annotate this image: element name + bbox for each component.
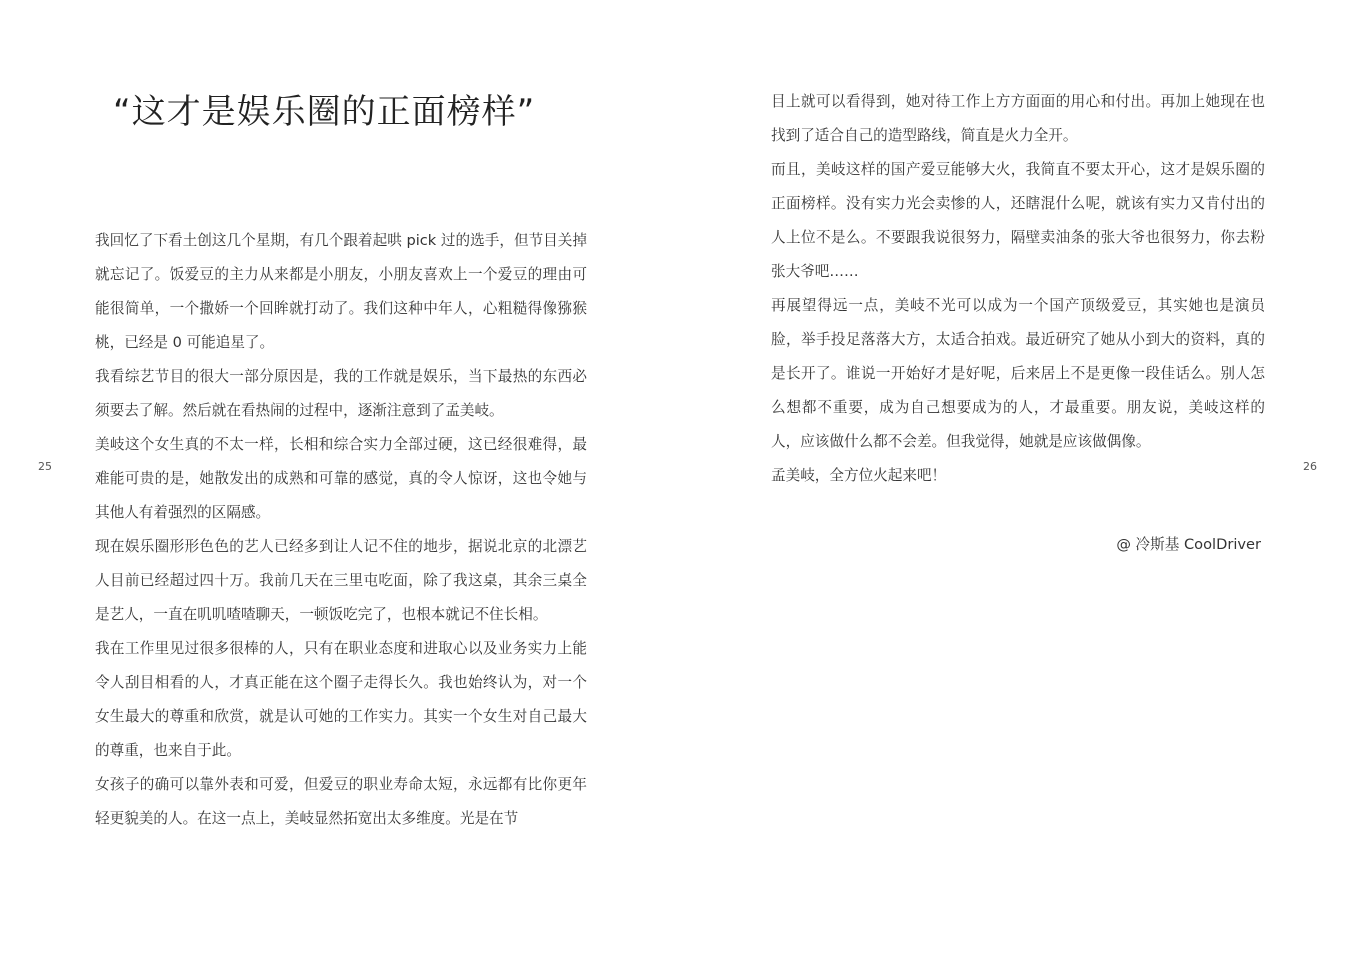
article-title: “这才是娱乐圈的正面榜样” xyxy=(113,92,536,132)
paragraph: 而且，美岐这样的国产爱豆能够大火，我简直不要太开心，这才是娱乐圈的正面榜样。没有实力光会卖惨的人，还瞎混什么呢，就该有实力又肯付出的人上位不是么。不要跟我说很努力，隔壁卖油条的张大爷也很努力，你去粉张大爷吧…… xyxy=(771,161,1265,280)
paragraph: 现在娱乐圈形形色色的艺人已经多到让人记不住的地步，据说北京的北漂艺人目前已经超过四十万。我前几天在三里屯吃面，除了我这桌，其余三桌全是艺人，一直在叽叽喳喳聊天，一顿饭吃完了，也根本就记不住长相。 xyxy=(95,538,587,623)
paragraph: 再展望得远一点，美岐不光可以成为一个国产顶级爱豆，其实她也是演员脸，举手投足落落大方，太适合拍戏。最近研究了她从小到大的资料，真的是长开了。谁说一开始好才是好呢，后来居上不是更像一段佳话么。别人怎么想都不重要，成为自己想要成为的人，才最重要。朋友说，美岐这样的人，应该做什么都不会差。但我觉得，她就是应该做偶像。 xyxy=(771,297,1265,450)
right-page xyxy=(677,0,1354,956)
left-body-text xyxy=(95,224,587,836)
paragraph: 孟美岐，全方位火起来吧！ xyxy=(771,467,947,484)
paragraph: 我回忆了下看土创这几个星期，有几个跟着起哄 pick 过的选手，但节目关掉就忘记了。饭爱豆的主力从来都是小朋友，小朋友喜欢上一个爱豆的理由可能很简单，一个撒娇一个回眸就打动了。我们这种中年人，心粗糙得像猕猴桃，已经是 0 可能追星了。 xyxy=(95,232,587,351)
author-signature: @ 冷斯基 CoolDriver xyxy=(1116,536,1261,553)
page-number-left: 25 xyxy=(38,460,52,473)
paragraph: 我在工作里见过很多很棒的人，只有在职业态度和进取心以及业务实力上能令人刮目相看的人，才真正能在这个圈子走得长久。我也始终认为，对一个女生最大的尊重和欣赏，就是认可她的工作实力。其实一个女生对自己最大的尊重，也来自于此。 xyxy=(95,640,587,759)
paragraph: 我看综艺节目的很大一部分原因是，我的工作就是娱乐，当下最热的东西必须要去了解。然后就在看热闹的过程中，逐渐注意到了孟美岐。 xyxy=(95,368,587,419)
paragraph: 目上就可以看得到，她对待工作上方方面面的用心和付出。再加上她现在也找到了适合自己的造型路线，简直是火力全开。 xyxy=(771,93,1265,144)
paragraph: 女孩子的确可以靠外表和可爱，但爱豆的职业寿命太短，永远都有比你更年轻更貌美的人。在这一点上，美岐显然拓宽出太多维度。光是在节 xyxy=(95,776,587,827)
right-body-text xyxy=(771,85,1265,493)
page-number-right: 26 xyxy=(1303,460,1317,473)
paragraph: 美岐这个女生真的不太一样，长相和综合实力全部过硬，这已经很难得，最难能可贵的是，她散发出的成熟和可靠的感觉，真的令人惊讶，这也令她与其他人有着强烈的区隔感。 xyxy=(95,436,587,521)
